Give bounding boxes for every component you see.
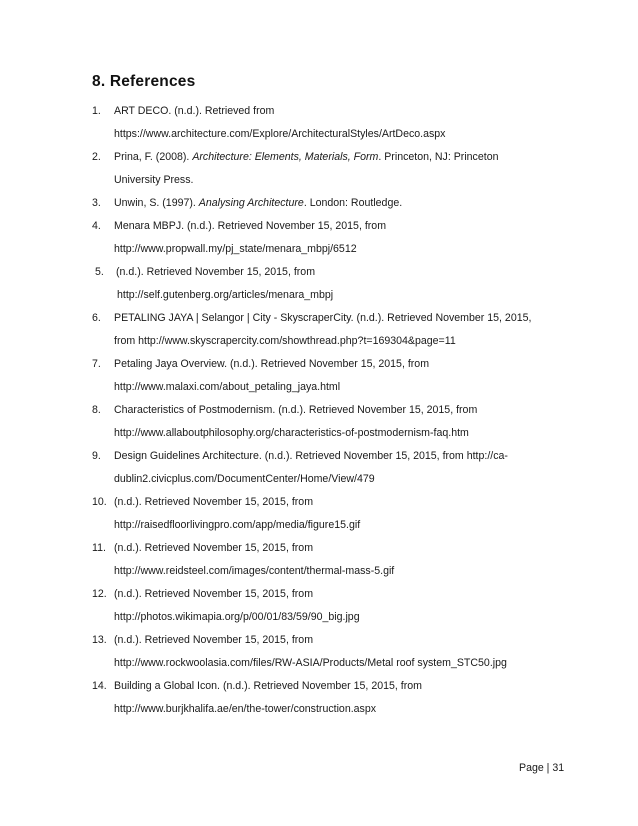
citation-text: Menara MBPJ. (n.d.). Retrieved November 15, 2015, from [114,220,387,232]
reference-citation [114,583,313,606]
citation-title: Analysing Architecture [198,197,304,209]
reference-citation [114,491,313,514]
reference-item [92,491,572,537]
reference-number: 3. [92,197,101,209]
reference-number: 12. [92,588,107,600]
reference-url: University Press. [114,174,194,186]
reference-url: http://www.burjkhalifa.ae/en/the-tower/construction.aspx [114,703,377,715]
reference-number: 13. [92,634,107,646]
citation-publisher: . London: Routledge. [303,197,403,209]
reference-citation [114,399,477,422]
reference-url: from http://www.skyscrapercity.com/showthread.php?t=169304&page=11 [114,335,456,347]
citation-text: (n.d.). Retrieved November 15, 2015, from [116,266,316,278]
reference-number: 14. [92,680,107,692]
reference-citation [114,629,313,652]
reference-item [92,583,572,629]
reference-number: 8. [92,404,101,416]
reference-number: 4. [92,220,101,232]
reference-item [92,353,572,399]
reference-citation [114,537,313,560]
citation-text: Petaling Jaya Overview. (n.d.). Retrieved November 15, 2015, from [114,358,430,370]
reference-url: https://www.architecture.com/Explore/ArchitecturalStyles/ArtDeco.aspx [114,128,446,140]
reference-item [92,100,572,146]
reference-url: http://www.malaxi.com/about_petaling_jaya.html [114,381,341,393]
reference-citation [114,675,422,698]
reference-citation [114,215,386,238]
reference-citation [114,192,402,215]
reference-url: http://www.rockwoolasia.com/files/RW-ASIA/Products/Metal roof system_STC50.jpg [114,657,507,669]
reference-number: 10. [92,496,107,508]
citation-text: ART DECO. (n.d.). Retrieved from [114,105,275,117]
citation-text: (n.d.). Retrieved November 15, 2015, from [114,634,314,646]
citation-title: Architecture: Elements, Materials, Form [192,151,379,163]
reference-number: 2. [92,151,101,163]
citation-text: (n.d.). Retrieved November 15, 2015, from [114,496,314,508]
reference-url: http://self.gutenberg.org/articles/menara_mbpj [117,289,334,301]
citation-text: (n.d.). Retrieved November 15, 2015, from [114,542,314,554]
reference-url: http://photos.wikimapia.org/p/00/01/83/59/90_big.jpg [114,611,360,623]
page-number: Page | 31 [519,762,565,774]
reference-citation [114,307,531,330]
citation-text: (n.d.). Retrieved November 15, 2015, from [114,588,314,600]
citation-text: PETALING JAYA | Selangor | City - SkyscraperCity. (n.d.). Retrieved November 15, 2015, [114,312,532,324]
reference-number: 1. [92,105,101,117]
reference-item [92,307,572,353]
reference-url: http://raisedfloorlivingpro.com/app/media/figure15.gif [114,519,361,531]
reference-citation [114,353,429,376]
reference-url: http://www.propwall.my/pj_state/menara_mbpj/6512 [114,243,357,255]
reference-item [92,537,572,583]
citation-text: Building a Global Icon. (n.d.). Retrieved November 15, 2015, from [114,680,422,692]
reference-citation [114,146,498,169]
reference-citation [116,261,315,284]
reference-url: dublin2.civicplus.com/DocumentCenter/Home/View/479 [114,473,375,485]
reference-number: 6. [92,312,101,324]
reference-number: 9. [92,450,101,462]
reference-item [92,399,572,445]
reference-item [92,445,572,491]
reference-citation [114,100,274,123]
reference-item [92,146,572,192]
reference-url: http://www.reidsteel.com/images/content/thermal-mass-5.gif [114,565,395,577]
reference-item [92,215,572,261]
reference-item [92,261,572,307]
reference-number: 7. [92,358,101,370]
reference-item [92,675,572,721]
citation-text: Unwin, S. (1997). [114,197,199,209]
reference-url: http://www.allaboutphilosophy.org/characteristics-of-postmodernism-faq.htm [114,427,469,439]
reference-number: 11. [92,542,106,554]
reference-citation [114,445,508,468]
citation-text: Characteristics of Postmodernism. (n.d.). Retrieved November 15, 2015, from [114,404,478,416]
citation-text: Design Guidelines Architecture. (n.d.). Retrieved November 15, 2015, from http://ca- [114,450,508,462]
citation-publisher: . Princeton, NJ: Princeton [378,151,499,163]
citation-text: Prina, F. (2008). [114,151,193,163]
section-heading: 8. References [92,73,196,90]
reference-number: 5. [95,266,104,278]
reference-item [92,629,572,675]
